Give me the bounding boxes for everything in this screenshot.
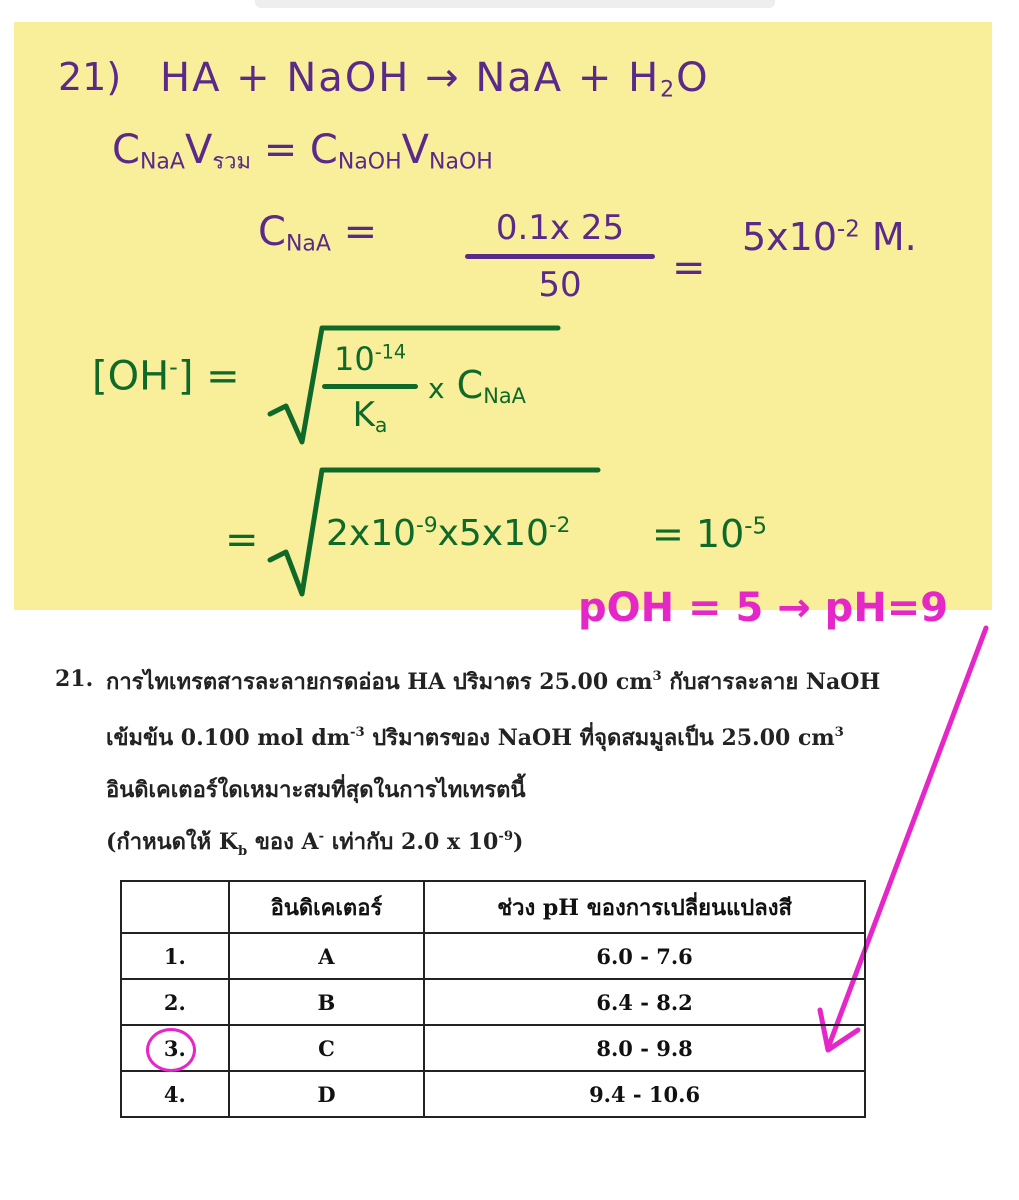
question-line-1: การไทเทรตสารละลายกรดอ่อน HA ปริมาตร 25.00 $cm^3$ กับสารละลาย NaOH — [106, 668, 881, 695]
hw-oh-lhs: [OH-] = — [92, 353, 240, 400]
hw-equals-3: = — [225, 517, 259, 563]
choice-ph-range: 6.4 - 8.2 — [424, 979, 865, 1025]
hw-reaction: HA + NaOH → NaA + $H_2O$ — [160, 55, 710, 103]
table-header-row — [121, 881, 865, 933]
choice-indicator: D — [229, 1071, 424, 1117]
choice-ph-range: 9.4 - 10.6 — [424, 1071, 865, 1117]
choice-indicator: C — [229, 1025, 424, 1071]
choice-ph-range: 6.0 - 7.6 — [424, 933, 865, 979]
hw-cnaa-result: $5x10^{-2}$ M. — [742, 215, 917, 259]
hw-label-21: 21) — [58, 55, 122, 99]
table-header-range: ช่วง pH ของการเปลี่ยนแปลงสี — [424, 881, 865, 933]
question-line-4: (กำหนดให้ $K_b$ ของ A- เท่ากับ 2.0 x $10^{-9}$) — [106, 828, 524, 859]
hw-cnaa-lhs: $C_{NaA}$ = — [258, 209, 378, 257]
table-row — [121, 933, 865, 979]
table-header-num — [121, 881, 229, 933]
choice-number: 3. — [121, 1025, 229, 1071]
question-number: 21. — [55, 666, 94, 692]
question-line-2: เข้มข้น 0.100 mol $dm^{-3}$ ปริมาตรของ NaOH ที่จุดสมมูลเป็น 25.00 $cm^3$ — [106, 724, 844, 751]
hw-sqrt-product: $2x10^{-9}x5x10^{-2}$ — [326, 512, 571, 554]
table-header-indicator: อินดิเคเตอร์ — [229, 881, 424, 933]
choice-number: 4. — [121, 1071, 229, 1117]
hw-fraction: 0.1x 25 50 — [465, 208, 655, 305]
hw-oh-result: = $10^{-5}$ — [652, 512, 768, 556]
choice-number: 1. — [121, 933, 229, 979]
hw-times-cnaa: x $C_{NaA}$ — [428, 363, 526, 409]
top-bar — [255, 0, 775, 8]
question-line-3: อินดิเคเตอร์ใดเหมาะสมที่สุดในการไทเทรตนี้ — [106, 777, 526, 803]
hw-equals-2: = — [672, 245, 706, 291]
indicator-table — [120, 880, 866, 1118]
choice-number: 2. — [121, 979, 229, 1025]
answer-circle — [146, 1028, 196, 1072]
hw-kw-over-ka: $10^{-14}$ $K_a$ — [322, 340, 418, 437]
table-row — [121, 1025, 865, 1071]
choice-indicator: B — [229, 979, 424, 1025]
table-row — [121, 1071, 865, 1117]
table-row — [121, 979, 865, 1025]
choice-ph-range: 8.0 - 9.8 — [424, 1025, 865, 1071]
choice-indicator: A — [229, 933, 424, 979]
hw-dilution-eq: $C_{NaA}V_{รวม} = C_{NaOH}V_{NaOH}$ — [112, 127, 493, 175]
hw-ph-answer: pOH = 5 → pH=9 — [578, 585, 949, 631]
